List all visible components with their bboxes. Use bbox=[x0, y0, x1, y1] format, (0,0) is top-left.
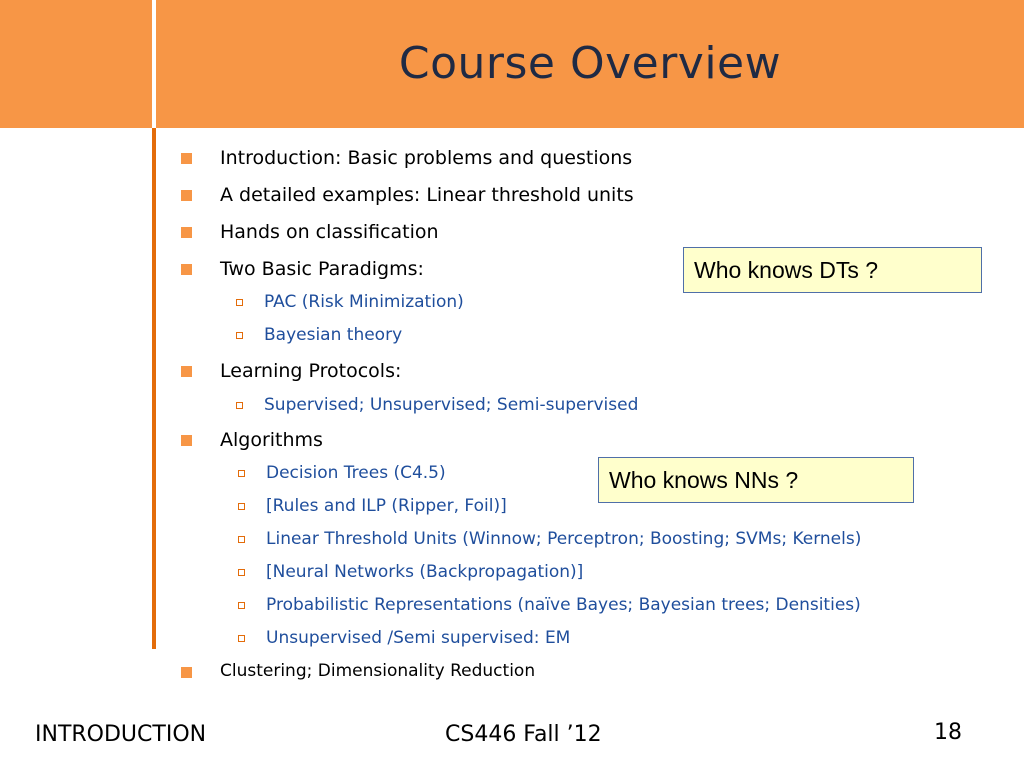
sub-bullet-text: Unsupervised /Semi supervised: EM bbox=[266, 628, 571, 648]
hollow-square-bullet-icon bbox=[238, 635, 245, 642]
callout-who-knows-dts: Who knows DTs ? bbox=[683, 247, 982, 293]
square-bullet-icon bbox=[181, 227, 192, 238]
bullet-text: Algorithms bbox=[220, 429, 323, 451]
hollow-square-bullet-icon bbox=[238, 503, 245, 510]
sub-bullet-text: Linear Threshold Units (Winnow; Perceptron; Boosting; SVMs; Kernels) bbox=[266, 529, 862, 549]
sub-bullet-text: [Rules and ILP (Ripper, Foil)] bbox=[266, 496, 507, 516]
hollow-square-bullet-icon bbox=[238, 536, 245, 543]
bullet-text: A detailed examples: Linear threshold units bbox=[220, 184, 634, 206]
sub-bullet-text: PAC (Risk Minimization) bbox=[264, 292, 464, 312]
square-bullet-icon bbox=[181, 190, 192, 201]
sub-bullet-text: Decision Trees (C4.5) bbox=[266, 463, 446, 483]
bullet-text: Introduction: Basic problems and questions bbox=[220, 147, 633, 169]
slide-number: 18 bbox=[934, 720, 962, 745]
hollow-square-bullet-icon bbox=[238, 470, 245, 477]
hollow-square-bullet-icon bbox=[236, 332, 243, 339]
callout-who-knows-nns: Who knows NNs ? bbox=[598, 457, 914, 503]
square-bullet-icon bbox=[181, 667, 192, 678]
footer-section-label: INTRODUCTION bbox=[35, 722, 207, 747]
sub-bullet-text: Supervised; Unsupervised; Semi-supervised bbox=[264, 395, 639, 415]
bullet-text: Learning Protocols: bbox=[220, 360, 402, 382]
left-accent-rule bbox=[152, 128, 156, 649]
sub-bullet-text: [Neural Networks (Backpropagation)] bbox=[266, 562, 584, 582]
slide-title: Course Overview bbox=[398, 38, 782, 89]
footer-course-label: CS446 Fall ’12 bbox=[445, 722, 602, 747]
square-bullet-icon bbox=[181, 153, 192, 164]
hollow-square-bullet-icon bbox=[236, 402, 243, 409]
bullet-text: Hands on classification bbox=[220, 221, 439, 243]
square-bullet-icon bbox=[181, 435, 192, 446]
hollow-square-bullet-icon bbox=[238, 602, 245, 609]
hollow-square-bullet-icon bbox=[238, 569, 245, 576]
hollow-square-bullet-icon bbox=[236, 299, 243, 306]
sub-bullet-text: Probabilistic Representations (naïve Bayes; Bayesian trees; Densities) bbox=[266, 595, 861, 615]
bullet-text: Two Basic Paradigms: bbox=[220, 258, 424, 280]
square-bullet-icon bbox=[181, 366, 192, 377]
square-bullet-icon bbox=[181, 264, 192, 275]
sub-bullet-text: Bayesian theory bbox=[264, 325, 403, 345]
bullet-text: Clustering; Dimensionality Reduction bbox=[220, 661, 536, 681]
